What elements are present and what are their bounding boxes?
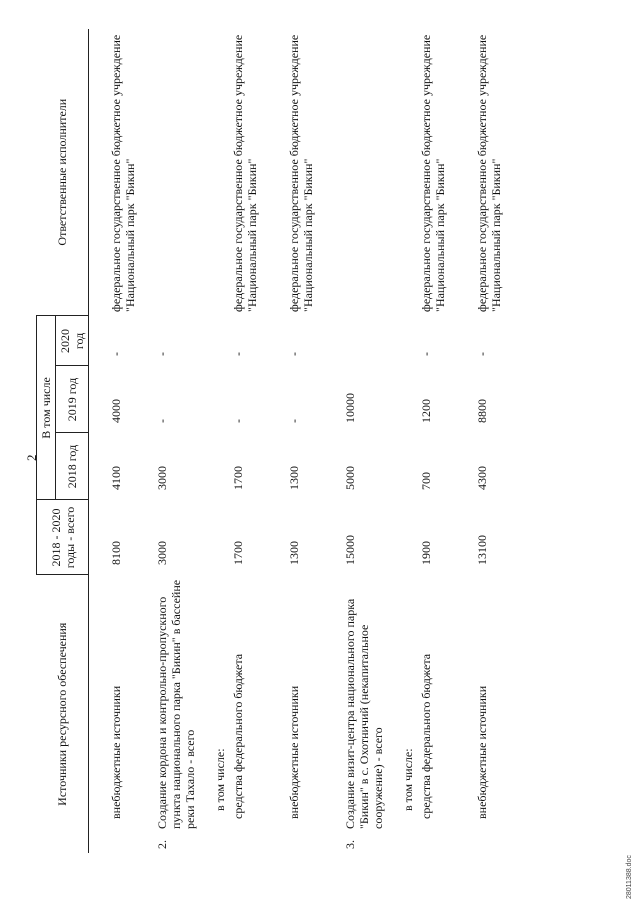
cell-2018: 1700 — [230, 465, 245, 490]
row-number: 3. — [342, 840, 357, 849]
table-row — [211, 29, 229, 853]
row-label: внебюджетные источники — [109, 685, 123, 819]
cell-2018: 1300 — [286, 465, 301, 490]
header-2018: 2018 год — [56, 433, 89, 500]
table-row — [341, 29, 399, 853]
cell-responsible: федеральное государственное бюджетное учреждение "Национальный парк "Бикин" — [286, 34, 315, 312]
cell-total — [399, 500, 417, 575]
cell-2018: 700 — [418, 471, 433, 490]
header-2020: 2020 год — [56, 316, 89, 366]
cell-responsible: федеральное государственное бюджетное учреждение "Национальный парк "Бикин" — [230, 34, 259, 312]
cell-2018: 4300 — [474, 465, 489, 490]
cell-2019: - — [154, 418, 169, 423]
row-number — [211, 833, 229, 853]
cell-2019: 4000 — [109, 398, 123, 423]
row-label: в том числе: — [212, 748, 227, 811]
row-number — [285, 833, 341, 853]
header-total: 2018 - 2020 годы - всего — [37, 500, 89, 575]
header-including: В том числе — [37, 316, 56, 500]
cell-2019: 10000 — [342, 392, 357, 423]
row-number — [229, 833, 285, 853]
header-sources: Источники ресурсного обеспечения — [37, 575, 89, 853]
row-number: 2. — [154, 840, 169, 849]
table-row — [89, 29, 153, 853]
cell-total: 1300 — [286, 540, 301, 565]
row-label: в том числе: — [400, 748, 415, 811]
cell-2018 — [211, 433, 229, 500]
cell-responsible — [211, 29, 229, 316]
table-row — [399, 29, 417, 853]
table-row — [285, 29, 341, 853]
table-row — [417, 29, 473, 853]
cell-responsible: федеральное государственное бюджетное учреждение "Национальный парк "Бикин" — [109, 34, 137, 312]
cell-total: 1900 — [418, 540, 433, 565]
cell-total: 1700 — [230, 540, 245, 565]
row-label: Создание визит-центра национального парка "Бикин" в с. Охотничий (некапитальное сооружение) - всего — [342, 598, 385, 829]
cell-2020: - — [474, 351, 489, 356]
row-label: внебюджетные источники — [474, 685, 489, 819]
cell-2019: 1200 — [418, 398, 433, 423]
table-body — [89, 29, 529, 853]
row-number — [417, 833, 473, 853]
cell-responsible — [341, 29, 399, 316]
table-row — [153, 29, 211, 853]
table-row — [229, 29, 285, 853]
row-label: средства федерального бюджета — [418, 653, 433, 819]
cell-responsible — [399, 29, 417, 316]
cell-total: 8100 — [109, 540, 123, 565]
cell-total: 15000 — [342, 534, 357, 565]
cell-total: 13100 — [474, 534, 489, 565]
cell-2020 — [399, 316, 417, 366]
resource-table — [36, 29, 529, 853]
footer-filename: 28011388.doc — [626, 855, 633, 899]
row-number — [89, 833, 153, 853]
cell-2019: - — [286, 418, 301, 423]
cell-2020: - — [230, 351, 245, 356]
row-label: внебюджетные источники — [286, 685, 301, 819]
row-number — [473, 833, 529, 853]
cell-total: 3000 — [154, 540, 169, 565]
cell-2019 — [399, 366, 417, 433]
cell-2020: - — [109, 351, 123, 356]
cell-responsible: федеральное государственное бюджетное учреждение "Национальный парк "Бикин" — [418, 34, 447, 312]
page-number: 2 — [24, 454, 39, 461]
cell-2020: - — [154, 351, 169, 356]
row-number — [399, 833, 417, 853]
cell-2020: - — [286, 351, 301, 356]
cell-total — [211, 500, 229, 575]
cell-2018: 3000 — [154, 465, 169, 490]
cell-2018 — [399, 433, 417, 500]
cell-2019: 8800 — [474, 398, 489, 423]
cell-2020 — [341, 316, 399, 366]
cell-2020: - — [418, 351, 433, 356]
cell-responsible — [153, 29, 211, 316]
row-label: Создание кордона и контрольно-пропускного пункта национального парка "Бикин" в бассейне реки Тахало - всего — [154, 579, 197, 829]
cell-2019: - — [230, 418, 245, 423]
header-2019: 2019 год — [56, 366, 89, 433]
cell-2019 — [211, 366, 229, 433]
table-header — [37, 29, 89, 853]
row-label: средства федерального бюджета — [230, 653, 245, 819]
table-row — [473, 29, 529, 853]
cell-2018: 5000 — [342, 465, 357, 490]
cell-responsible: федеральное государственное бюджетное учреждение "Национальный парк "Бикин" — [474, 34, 503, 312]
header-responsible: Ответственные исполнители — [37, 29, 89, 316]
cell-2018: 4100 — [109, 465, 123, 490]
cell-2020 — [211, 316, 229, 366]
